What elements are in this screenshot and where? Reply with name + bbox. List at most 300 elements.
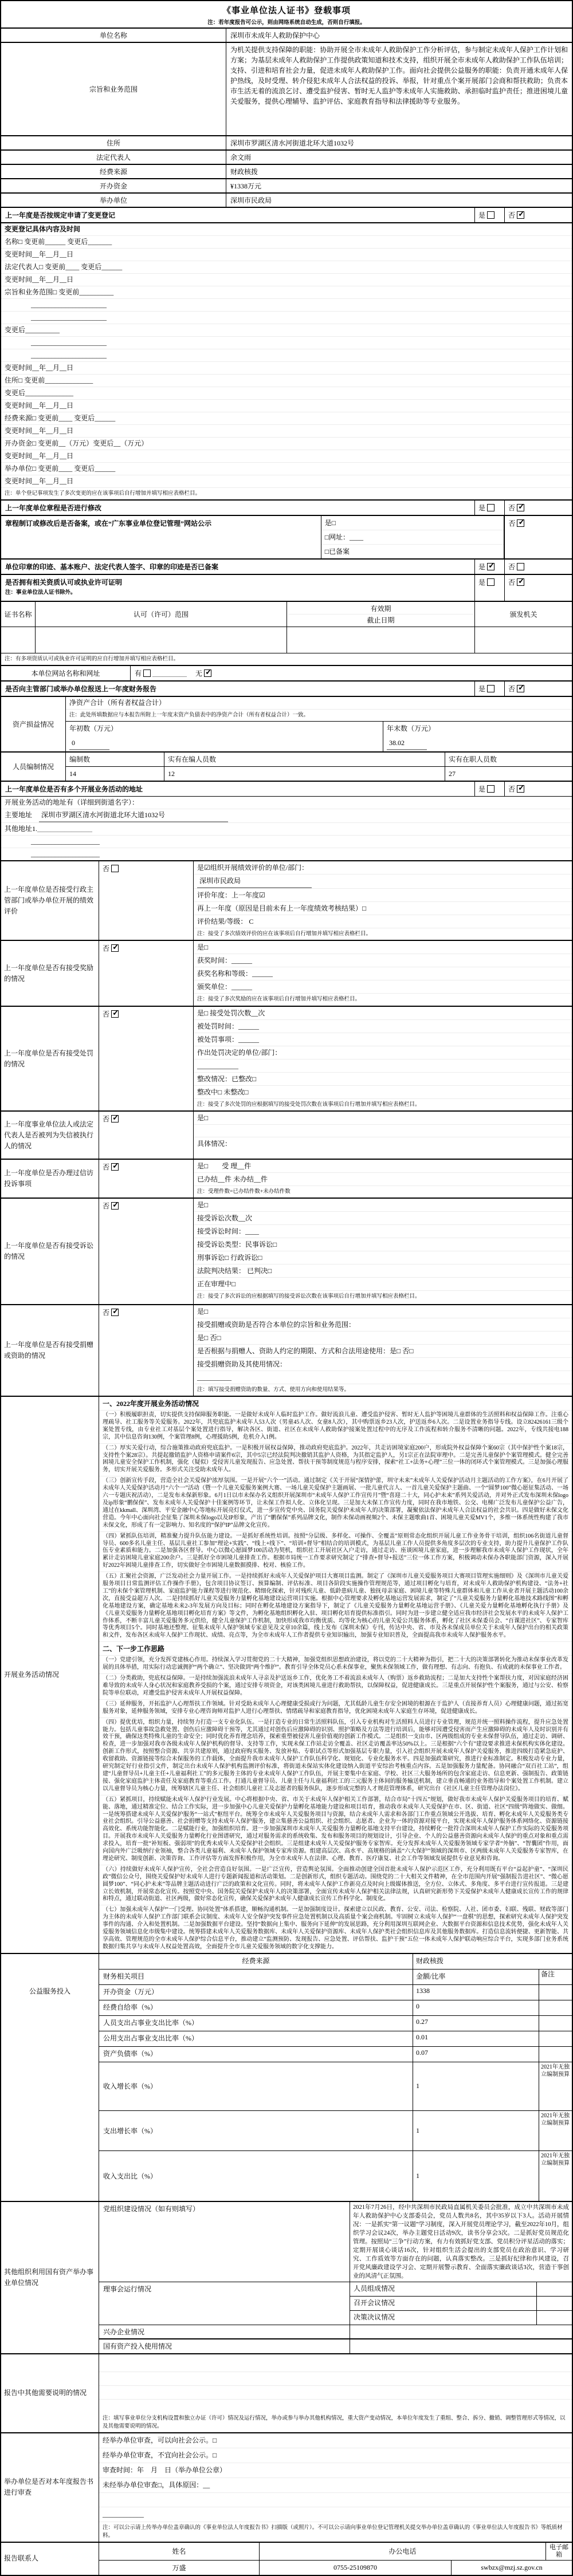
business-paragraph: （七）加强未成年人保护“一门受理、协同处置”体系搭建，顺畅沟通机制。一是加强制度设计。探索建立以民政、教育、公安、司法、检察院、人社、团市委、妇联、残联、财政等部门为主体的未成年人保护工作部门联系会议制度、未成年人安全保护突发事件应急处置机制以及高质量个案会商机制。牢固树立未成年人保护“一盘棋”的思想，探索研究未成年人保护突发事件的沟通、介入和处置机制。二是加强数据平台建设。坚持“数据向上集中、服务向下延伸”的发展思路，充分利用深圳互联网企业、大数据平台资源和信息技术优势，强化未成年人关爱服务领域信息化市级集中建设。统筹搭建未成年人关爱服务数据库、未成年人关爱保护资源库、未成年人保护类社会组织信息库及其他服务数据库。打造信息流转便捷、更新智能、共享高效、管理规范的全市未成年人保护综合信息平台，推动建立“监测预防、发现报告、应急处置、评估帮扶、监护干预”五位一体未成年人保护联动响应综合平台，实现多部门业务系统数据归集共享与未成年人权益处置高效，全面提升全市儿童关爱服务领域的数字化支撑能力。: [99, 1905, 572, 1952]
form-line: 是□: [197, 1307, 209, 1315]
section-note: 注：有多项资质认可或执业许可证明的应自行增加并填写相应表格栏目。: [5, 656, 179, 662]
col-header: 金额/比率: [413, 1970, 539, 1984]
perf-eval-row: [1, 860, 572, 940]
yes-label: 是: [478, 685, 486, 693]
form-line: 是☑组织开展绩效评价的单位/部门：: [197, 864, 309, 872]
contact-header-row: [99, 2543, 572, 2560]
charter-filed-question: [1, 515, 572, 558]
license-table-note-row: [1, 653, 572, 665]
row-label: 上一年度单位是否接受行政主管部门或举办单位开展的绩效评价: [1, 861, 99, 940]
section-label: 人员编制情况: [1, 753, 66, 781]
business-paragraph: （二）厚实关爱行动，综合施策推动政府兜底监护。一是积极开展权益保障，推动政府兜底监护。2022年，共走访困境家庭200户，形成院外权益保障个案60宗（其中保护性个案18宗，支持性个案28宗）。共提起撤销监护人资格申请案件6宗，其中5宗已经法院判决撤销其监护人资格，为其指定监护人，另1宗正在法院审理中。二是完善儿童保护个案管理模式。健全完善困境儿童安全保护工作机制，强化（疑似）受侵害儿童发现报告、应急处置、帮扶干预等制度规范与程序安排，探索“社工+法务+心理”三位一体的闭环式个案管理模式。三是加强心理服务，切实开展关爱服务。多形式关注受助未成年人。: [99, 1443, 572, 1476]
yes-label: 是: [478, 211, 486, 219]
punishment-row: [1, 1006, 572, 1110]
question-text: 是否向主管部门或举办单位报送上一年度财务报告: [5, 685, 157, 693]
yes-label: 是: [478, 785, 486, 793]
staffing-section: [1, 751, 572, 781]
business-paragraph: （四）提优优培，组织力量，持续努力打造一支专业化队伍。一是打造专业的日常生活照料队伍，引入专业机构对生活照料人员进行专业管理，规范并统一照料操作流程，提升应急处置能力。包括儿童事故急救处置、创伤后应激障碍干预等，尤其通过对创伤后应激障碍的识别、照护策略及方法等进行培训后，能够对因遭受侵害而产生应激障碍的未成年人及时识别并有效干预，确保这类特殊儿童的生命安全；同时优化养育理念培养，探索重塑被侵害儿童价值观的创新工作模式。二是组织一支由市、区两级组成的专业未保督导队伍，通过走访、调研、检查，进一步加强对我市各级未成年人保护机构的督导、支持等工作，实现未保工作站走访全覆盖、社区走访覆盖率达50%以上。三是根据“六个有”建设要求推进未保机构实体化建设。创新工作形式，按照整合资源、共享共建原则，通过政府购买服务、发放补贴、专职试点等形式加强基层专职力量，引入社会组织开展未成年人保护关爱服务，推进四级打造紧急庇护、收留救助、资源链接等综合未保服务的工作载体，全面提升我市未成年人保护工作队伍科学化、规划化、专业化服务水平。四是加强政策研究，推进行业标准制定。积极发动专业力量，研究制定好行业指引文件，制定出台未成年人保护机构监测评价标准，将街道未保站实体化建设纳入街道平安综治考核重点内容。五是加强服务力量配备。协同融合“双百社工站”，组建“儿童督导员+儿童主任+儿童福利社工”的多元服务主体的专业未成年人保护工作队伍，开展主要集中在家庭、学校、社区三大服务场所的包含家庭走访、信息更新、强制报告、政策链接、强化家庭监护主体责任及家庭教育等重点工作。打通儿童督导员、儿童主任与儿童福利社工的三元服务主体间的服务输送机制，建立垂直畅通的业务指导和个案处置工作机制。建立以儿童督导员为核心力量，统筹辖区儿童主任、社会组织儿童社工及志愿者的服务纵队，逐步形成完整的人才规范管理体系，研究出台《社区儿童主任管理办法岗位》。: [99, 1718, 572, 1795]
col-header: 财务相关项目: [99, 1970, 413, 1984]
no-cell[interactable]: [99, 861, 194, 940]
contact-phone: 0755-25109870: [260, 2561, 452, 2575]
license-table-header: [1, 601, 572, 627]
council-sub-row: [350, 2296, 572, 2310]
row-label: 上一年度单位是否办理过信访投诉事项: [1, 1160, 99, 1198]
form-line: 是□ 受 理__件: [197, 1162, 252, 1170]
form-line: 颁奖单位：______: [194, 980, 572, 993]
empty-cell: [36, 627, 287, 653]
form-line: 住所□ 变更前______________: [1, 374, 572, 387]
field-label: 举办单位: [1, 194, 226, 207]
no-cell[interactable]: [504, 208, 572, 222]
field-value: 为机关提供支持保障的职能：协助开展全市未成年人救助保护工作分析评估，参与制定未成年人保护工作计划和方案；为基层未成年人救助保护工作提供政策知道和技术支持，组织开展全市未成年人救助保护工作队伍培训；支持、引进和培育社会力量，促进未成年人救助保护工作。面向社会提供公益服务的职能：负责开通未成年人保护热线，及时受理、转介侵犯未成年人合法权益的投诉、举报，针对重点个案开展部门会商和帮扶救助；负责本市生活无着的流浪乞讨、遭受监护侵害、暂时无人监护等未成年人实施救助、承担临时监护责任；推进困境儿童关爱服务，提供心理辅导、监护评估、家庭教育指导和法律援助等专业服务。: [230, 46, 568, 106]
staff-header-row: [66, 753, 572, 766]
col-header: 编制数: [66, 753, 164, 766]
no-checkbox[interactable]: [111, 865, 119, 872]
form-line: 评价年度：上一年度☑: [194, 888, 572, 901]
no-checkbox[interactable]: [111, 1010, 119, 1018]
form-line: 变更时间__年__月__日: [1, 361, 572, 374]
no-cell[interactable]: [504, 516, 572, 558]
funding-row: [99, 2062, 572, 2110]
funding-row: [99, 2015, 572, 2031]
funding-value: 0.01: [413, 2031, 539, 2046]
funding-item: 资产负债率（%）: [99, 2047, 413, 2062]
form-line: 名称□ 变更前______ 变更后_______: [1, 235, 572, 248]
business-paragraph: （一）党建引领，充分发挥党建核心作用。持续深入学习贯彻党的二十大精神，加强党组织思想政治建设，将以党的二十大精神为指引，把二十大的决策部署转化为推动未保事业改革发展的具体举措，用实际行动忠诚拥护“两个确立”、坚决做到“两个维护”。教育引导全体党员心系未保事业，聚焦未保领域工作，做有理想、有志向、有抱负、有成就的未保事业工作者。: [99, 1655, 572, 1673]
other-address-label: 其他地址1.: [5, 825, 38, 833]
legal-rep-row: [1, 149, 572, 164]
form-line: 刑事诉讼□ 行政诉讼□: [194, 1251, 572, 1264]
no-checkbox[interactable]: [517, 211, 524, 219]
dishonest-row: [1, 1110, 572, 1159]
license-table-empty-row: [1, 627, 572, 653]
website-blank: __________: [152, 669, 187, 678]
no-label: 否: [508, 504, 516, 512]
no-label: 否: [508, 685, 516, 693]
party-building-row: [99, 2202, 572, 2282]
no-checkbox[interactable]: [517, 519, 524, 527]
blank-line: [194, 1124, 572, 1137]
council-row: [99, 2282, 572, 2325]
no-checkbox[interactable]: [517, 685, 524, 692]
no-checkbox[interactable]: [111, 1309, 119, 1316]
form-line: 未经举办单位审查□，具体原因：__: [99, 2477, 572, 2492]
form-line: 接受诉讼类型：民事诉讼□: [194, 1238, 572, 1251]
has-label: 有: [135, 669, 142, 678]
lawsuit-row: [1, 1198, 572, 1304]
funding-item: 支出增长率（%）: [99, 2111, 413, 2150]
blank-line: ______________________: [1, 298, 572, 311]
funding-row: [99, 2046, 572, 2062]
blank-line: [99, 2358, 572, 2372]
row-note: 注：受理件数=已办结件数+未办结件数: [194, 1185, 572, 1198]
assets-section: [1, 696, 572, 751]
start-value-cell: [66, 736, 383, 751]
funding-row: [99, 2110, 572, 2150]
no-cell[interactable]: [504, 782, 572, 796]
funding-value: 0: [413, 2000, 539, 2015]
form-line: 经费来源□ 变更前____ 变更后______: [1, 412, 572, 424]
yes-checkbox[interactable]: [487, 504, 494, 511]
form-line: 审查时间：年 月 日（举办单位公章）: [99, 2463, 572, 2477]
form-line: 被处罚事项：______: [194, 1033, 572, 1046]
form-line: 变更时间__年__月__日: [1, 248, 572, 261]
form-line: 具体情况：: [194, 1137, 572, 1150]
no-checkbox[interactable]: [111, 944, 119, 952]
no-checkbox[interactable]: [517, 504, 524, 511]
no-label: 否: [508, 563, 516, 571]
funding-value: 0.07: [413, 2047, 539, 2062]
funding-value: 1: [413, 2151, 539, 2201]
form-line: 法定代表人□ 变更前____ 变更后______: [1, 261, 572, 273]
form-line: 获奖时间：______: [194, 954, 572, 967]
no-label: 否: [508, 578, 516, 586]
main-address-value: 深圳市罗湖区清水河街道北环大道1032号: [39, 809, 228, 822]
empty-cell: [537, 2282, 572, 2296]
question-text: 单位印章的印迹、基本账户、法定代表人签字、印章的印迹是否已备案: [5, 563, 219, 571]
sponsor-review-section: [1, 2432, 572, 2542]
change-registration-question: [1, 207, 572, 222]
yes-checkbox[interactable]: [487, 211, 494, 219]
question-text: [1, 575, 474, 601]
form-line: 获奖名称和等级：______: [194, 967, 572, 980]
row-note: 注：接受了多次诉讼的应根据填写的接受诉讼次数在该事项后自行增加并填写相应表格栏目。: [194, 1290, 572, 1302]
blank-line: ______________________: [1, 336, 572, 349]
section-label: 报告联系人: [1, 2543, 99, 2575]
yes-checkbox[interactable]: [487, 563, 494, 570]
funding-remark: [539, 2031, 572, 2046]
col-header: 备注: [541, 1970, 555, 1978]
question-text: 章程制订或修改后是否备案，或在“广东事业单位登记管理”网站公示: [1, 516, 321, 558]
empty-cell: [287, 627, 475, 653]
funding-value: 1: [413, 2062, 539, 2110]
party-building-label: 党组织建设情况（如有则填写）: [99, 2202, 350, 2282]
yes-cell[interactable]: [474, 501, 504, 515]
form-line: 经举办单位审查，不宜向社会公示。□: [99, 2448, 572, 2463]
council-sub-row: [350, 2282, 572, 2296]
funding-remark: [539, 1985, 572, 2000]
field-label: 经费来源: [1, 165, 226, 178]
section-header: 变更登记具体内容及时间: [5, 225, 81, 233]
other-address-line: [1, 822, 572, 835]
finance-report-question: [1, 680, 572, 696]
form-line: 变更时间__年__月__日: [1, 475, 572, 487]
row-label: 上一年度单位是否有接受处罚的情况: [1, 1007, 99, 1110]
funding-source-row: [99, 1954, 572, 1969]
business-activities-section: [1, 1396, 572, 1953]
name-col-header: 姓名: [99, 2543, 260, 2560]
enterprise-row: [99, 2325, 572, 2338]
title-note: 注：若年度报告可公示，则由网络系统自动生成，否则自行填报。: [207, 20, 366, 26]
no-checkbox[interactable]: [517, 563, 524, 570]
form-line: 被处罚时间：______: [194, 1019, 572, 1033]
contact-section: [1, 2542, 572, 2575]
no-cell[interactable]: [99, 1007, 194, 1110]
field-label: 开办资金: [1, 179, 226, 192]
yes-checkbox[interactable]: [487, 578, 494, 586]
no-cell[interactable]: [99, 1112, 194, 1159]
blank-line: ______________________: [1, 311, 572, 324]
net-assets-label: 净资产合计（所有者权益合计）: [69, 699, 166, 707]
form-line: 开办资金□ 变更前__（万元）变更后__（万元）: [1, 437, 572, 450]
yes-label: 是: [478, 578, 486, 586]
no-cell[interactable]: [99, 1160, 194, 1198]
no-label: 否: [103, 1010, 110, 1018]
form-line: 作出处罚决定的单位/部门：: [194, 1046, 572, 1059]
empty-cell: [350, 2325, 572, 2338]
form-line: 经举办单位审查，可以向社会公示。□: [103, 2436, 217, 2444]
funding-item: 经费自给率（%）: [99, 2000, 413, 2015]
business-paragraph: （三）延伸服务，开拓监护人心理帮扶工作领域。针对受助未成年人心理健康受损或行为问题，尤其低龄儿童生存安全困境的根源在于监护人（直接养育人员）心理健康问题，通过拓宽服务对象，延伸服务领域，安排专业心理咨询师对监护人进行心理帮扶、情绪疏导和家庭教育指导，优化困境未成年人家庭生存环境，促进健康成长。: [99, 1699, 572, 1718]
blank-line: [99, 2385, 572, 2399]
empty-cell: [350, 2339, 572, 2353]
page-title: 《事业单位法人证书》登载事项: [222, 6, 351, 15]
row-note: 注：填写接受捐赠资助的数量、方式、使用方向和使用结果等。: [194, 1384, 572, 1396]
field-value: 余文雨: [230, 153, 252, 162]
yes-label: 是: [478, 504, 486, 512]
other-notes-section: [1, 2353, 572, 2432]
section-label: 公益服务投入: [1, 1954, 99, 2201]
section-label: 其他组织利用国有资产举办事业单位情况: [1, 2202, 99, 2353]
empty-cell: [537, 2297, 572, 2310]
council-item: 人员组成情况: [350, 2282, 537, 2296]
funding-row: [99, 2031, 572, 2046]
expiry-label: 截止日期: [288, 614, 473, 625]
form-line: 是□: [197, 943, 209, 951]
email-col-header: 电子邮箱: [550, 2543, 568, 2558]
council-item: 召开会议情况: [350, 2297, 537, 2310]
form-line: 再上一年度（原因是目前未有上一年度绩效考核结果）□: [194, 901, 572, 915]
section-note: 注：此处所填数据应与本报告所附上一年度末资产负债表中的净资产合计（所有者权益合计）一致。: [66, 709, 572, 721]
no-checkbox[interactable]: [517, 785, 524, 793]
funding-item: 收入增长率（%）: [99, 2062, 413, 2110]
change-details-section: [1, 222, 572, 499]
yes-cell[interactable]: [474, 560, 504, 574]
form-line: 变更时间__年__月__日: [1, 273, 572, 286]
address-row: [1, 135, 572, 149]
state-assets-section: [1, 2201, 572, 2353]
funding-value: 1: [413, 2111, 539, 2150]
blank-line: __________: [194, 1370, 572, 1384]
business-paragraph: （三）创新宣传手段，营造全社会关爱保护浓厚氛围。一是开展“六个一”活动。通过制定《关于开展“深情护蕾，圳守未来”未成年人关爱保护活动月主题活动的工作方案》，在6月开展了未成年人关爱保护活动月“六个一”活动（暨一个儿童关爱服务案例大赛、一场儿童关爱保护主题画展、一批儿童代言人、一首儿童关爱保护主题曲、一个“圆梦100”微心愿征集活动、一场六一专题庆祝活动），二是发布未保新形象。6月1日以市未保办名义组织开展深圳市“未成年人保护工作宣传月”暨“喜迎二十大，同心护未来”系列关爱活动，并对外正式发布深圳未保logo及ip形象“鹏保保”、发布未成年人关爱保护十佳案例等环节，让未保工作拟人化、立体化呈现。三是加大未保工作宣传力度，同时在我市地铁、公交、电梯广泛发布儿童保护公益广告，通过在kkmall、深圳湾、平安金融中心等地标开展亮灯仪式，进一步宣传党中央、国务院关爱保护未成年人的决策部署，凝聚依法保护未成年人合法权益的社会共识。四是做好未保文化营造。今年中心面向社会征集了深圳未保logo以及IP形象，产出了“鹏保保”系列品牌文化，制作未保动画视频2个、未保主题歌曲1首、困境儿童关爱MV1个，多维一体系统性构建了我市未保文化，形成了有一定影响力、知名度的“保护IP”品牌文化宣传。: [99, 1476, 572, 1531]
yes-checkbox[interactable]: [487, 685, 494, 692]
business-paragraph: （六）持续做好未成年人保护宣传，全社会营造良好氛围。一是广泛宣传，营造舆论氛围。全面推动创建全国首批未成年人保护示范区工作，充分利用既有平台“益起护童”、“深圳民政”微信公众号，围绕关爱保护好未成年人进行专题新闻报道和活动策划。二是创新形式，组织专题活动。围绕党的二十大相关文件精神，在全市范围内开展“强制报告进社区”、“微心愿圆梦100”、“同心护未来”等品牌主题活动进行广泛的政策和文化宣传。同时，将未成年人保护工作新亮点及时向上级媒体推送，全方位、立体式、多角度、多平台进行宣传报道。三是建立长效机制，开展常态化宣传。按照党中央、国务院关爱保护未成年人的决策部署，全面宣传未成年人保护相关法律法规，认真研究新形势下关爱保护未成年人健康成长宣传工作的规律和特点，通过联动街道、社区两级，做好常态化宣传，确保关爱保护未成年人健康成长宣传工作科学化、制度化。: [99, 1865, 572, 1905]
empty-cell: [1, 627, 36, 653]
form-line: 法院判决结果： 已判决□: [194, 1264, 572, 1277]
yes-cell[interactable]: [474, 575, 504, 601]
field-value: 深圳市未成年人救助保护中心: [230, 31, 320, 40]
business-paragraph: （五）紧抓项目，持续赋能未成年人保护行业发展。中心将根据中央、省、市关于未成年人保护相关工作部署，结合市局“十四五”规划，做好我市未成年人保护关爱服务项目的培育、赋能、落地，通过精准定位、结合工作实际，进一步加强中心儿童关爱保护力量孵化基地能力建设和项目培育，推动我市未成年人关爱保护在市、区、街道、社区“四级”阵地做实、做细。一是统筹搭建未成年人关爱保护服务“一站式”枢纽平台。统筹全市未成年人关爱服务项目与资源，结合未成年人需求和各部门工作重点领域公开选拔、培育、孵化未成年人关爱服务类专业社会组织。引导公益慈善、社会捐赠等支持未成年人保护服务，建立集慈善公益组织、社会组织、志愿者、企业为一体的资源对接平台，实现未成年人保护服务体系网络化、资源链接高效化、系统功能智能化。二是赋能行业，加强组织培育。进一步加强深圳市未成年人关爱服务力量孵化基地支持平台建设，持续孵化一批符合深圳未成年人保护工作实际的关爱服务项目。开展我市未成年人关爱服务力量孵化行业图谱研究，通过对服务需求的系统收集、发布和服务项目的规划设计，引导企业、个人的公益慈善资源向未成年人保护的重点对象和重点需求投入，培育一批“补短板、强弱项”的优秀未成年人关爱保护社会组织。三是组建未成年人关爱保护服务专家智库。充分发挥未成年人关爱服务领域专家学者“外脑”、“智囊团”作用，面向国内外广泛吸纳行业领袖，整合各类儿童福利、未成年人保护领域专家库资源。组建高层次、高水平、高规格的涵盖“六大保护”领域的深圳市、区两级未成年人关爱服务专家智库，在理论研究、制度创新、决策咨询、工作评估等方面发挥积极作用，为全市未成年人在法律、心理、教育、医疗康复、社会工作等领域发展提供专业意见和咨询。: [99, 1795, 572, 1865]
form-line: 是□: [197, 1201, 209, 1209]
blank-line: ____________: [99, 2507, 572, 2522]
no-label: 否: [103, 1309, 110, 1317]
evaluator-value: 深圳市民政局: [197, 875, 312, 888]
council-sub-row: [350, 2310, 572, 2325]
business-paragraph: （二）分类救助，兜底权益保障。一是持续加强流浪未成年人寻亲及护送返乡工作，优化务工不着流浪未成年人（购票）返乡救助流程；二是加大支持性个案帮扶力度，对因家庭经济困难导致的未成年人身心状况和家庭教养受损的个案，通过安排专项资金，对该类困境儿童进行救助帮扶，以保障权益，促进健康成长。三是重点开展保护性个案服务，通过与公安、检察院等单位联动，对遭受监护侵害未成年人开展权益保障。: [99, 1673, 572, 1699]
funding-row: [99, 2150, 572, 2201]
staff-value-row: [66, 766, 572, 781]
field-label: 宗旨和业务范围: [1, 43, 226, 135]
no-cell[interactable]: [504, 575, 572, 601]
option-line: 是□: [324, 519, 336, 527]
main-address-line: [1, 809, 572, 822]
charter-modified-question: [1, 499, 572, 515]
question-text: 上一年度单位是否有多个开展业务活动的地址: [5, 785, 143, 793]
no-checkbox[interactable]: [517, 578, 524, 586]
yes-cell[interactable]: [474, 782, 504, 796]
funding-value: 0.27: [413, 2016, 539, 2031]
no-label: 否: [103, 1115, 110, 1123]
empty-cell: [475, 627, 572, 653]
funding-value: 1338: [413, 1985, 539, 2000]
form-line: 举办单位□ 变更前____ 变更后______: [1, 462, 572, 475]
section-label: 举办单位是否对本年度报告书进行审查: [1, 2433, 99, 2542]
section-note: 注：可以公示请上传举办单位盖章确认的《事业单位法人年度报告书》扫描版（或照片）。不可以公示请向事业单位登记管理机关提交举办单位盖章确认的《事业单位法人年度报告书》等纸质材料。: [99, 2522, 572, 2542]
form-line: 是□ 否□: [194, 1331, 572, 1344]
funding-item: 人员支出占事业支出比率（%）: [99, 2016, 413, 2031]
col-header-validity: [287, 602, 475, 627]
form-line: 整改中□ 未整改□: [194, 1085, 572, 1098]
start-value-label: 年初数（万元）: [66, 722, 383, 736]
form-line: 宗旨和业务范围□ 变更前__________: [1, 286, 572, 298]
form-line: 变更后______________: [1, 387, 572, 399]
no-label: 否: [103, 944, 110, 952]
form-line: 接受诉讼时间：____: [194, 1224, 572, 1238]
section-label: 报告中其他需要说明的情况: [1, 2354, 99, 2432]
capital-row: [1, 178, 572, 192]
yes-label: 是: [478, 563, 486, 571]
field-value: ¥1338万元: [230, 182, 262, 190]
council-label: 理事会运行情况: [99, 2282, 350, 2325]
license-question: [1, 574, 572, 601]
blank-line: [99, 2372, 572, 2385]
has-checkbox[interactable]: [143, 669, 151, 677]
funding-row: [99, 2000, 572, 2015]
phone-col-header: 办公电话: [260, 2543, 546, 2560]
no-cell[interactable]: [99, 941, 194, 1006]
form-header: [1, 1, 572, 27]
options-cell[interactable]: [321, 516, 505, 558]
empty-cell: [537, 2311, 572, 2325]
party-building-text: 2021年7月26日，经中共深圳市民政局直属机关委员会批准，成立中共深圳市未成年人救助保护中心支部委员会，党员人数共8名，其中35岁以下3人。活动开展情况：一是抓实“第一议题”学习制度，深入开展党员理论学习，截至2022年10月，组织学习会议24次，举办主题党日活动9次，读书分享会3次。二是抓好党员规范化管理。按照局“三争”行动方案，有力有效抓好党支部、党员积分评星活动的落实；定期开展谈心谈话16次，针对组织生活会提出的支部党员在政治意识、学习研究、工作质效等方面存在的问题，认真落实整改。三是抓好纪律和作风建设，召开党风廉政建设学习会、定期开展警示教育、全面落实廉政谈话3次，营造干事创业的风清气正氛围。: [353, 2204, 569, 2279]
no-checkbox[interactable]: [111, 1115, 119, 1122]
form-line: 变更时间__年__月__日: [1, 424, 572, 437]
no-label: 否: [508, 785, 516, 793]
yes-checkbox[interactable]: [487, 785, 494, 793]
funding-remark: [539, 2000, 572, 2015]
funding-remark: 2021年无独立编制预算: [541, 2063, 570, 2078]
business-paragraph: （五）汇聚社会资源，广泛发动社会力量开展工作。一是持续抓好未成年人关爱保护项目大赛项目监测。制定了《深圳市儿童关爱服务项目大赛项目管理实施细则》及《深圳市儿童关爱服务项目日常监测评估工作操作手册》，包含项目协议签订、预算编制、评估标准、项目各阶段实施操作管理规范等，通过项目孵化与培育，对未成年人救助保护机构建设、“法务+社工”的未保个案管理机制、家庭监护能力课程等进行规范化、精细化探索，针对残疾儿童、低龄患病儿童、独抚母亲家庭、困境儿童等特殊儿童群体和儿童工作从业者开展主题活动100余次，直接受益超万人次。二是持续抓好儿童关爱服务力量孵化基地建设运营项目实施。根据中心管理要求及孵化基地运营发展需求，制定了“儿童关爱服务力量孵化基地技术路线图”和孵化基地建设方案，确定基地未来2-3年发展方向及目标；同时在孵化基地建设方案指导下，制定了《儿童关爱服务力量孵化基地运营手册》、《儿童关爱力量孵化基地孵化执行手册》及《儿童关爱服务力量孵化基地项目孵化培育方案》等文件，为孵化基地组织孵化入驻、项目孵化培育提供标准指引。同时为进一步建立健全适应我市经济社会发展水平的未成年人保护工作体系，不断丰富儿童关爱服务多元供给，健全儿童保护工作机制，加快形成我市均衡优质、均等化为核心的儿童关爱公共服务体系，孵化了社区未保委员会、“百课进社区”、专家智库等优秀项目5个。同时基地还整理、征集未成年人保护领域专家意见及文章10余篇，线上发布《深圳未保》专刊，传达中央、省、市及各未保成员单位关于未成年人保护出台的相关政策和文件，发布各区未成年人保护工作现状、成绩、亮点等，为全市未成年人工作者提供专业知识输出，加强专业知识普及，全面提高我市未成年人保护服务水平。: [99, 1571, 572, 1641]
section-note: 注：填写事业单位分支机构设置和独立办证（许可）情况及运行情况，举办或参与举办其他机构情况，重大资产变动情况，本单位年度发生了重组、整合、拆分、撤销、调整管理形式等情况，以及其他需要说明的情况。: [103, 2415, 566, 2429]
funding-item: 公用支出占事业支出比率（%）: [99, 2031, 413, 2046]
business-paragraph: （四）紧抓队伍培训，精准聚力提升队伍能力建设。一是抓好系统性培训。按照“分层级、多样化、可操作、全覆盖”原则常态化组织开展儿童工作业务骨干培训，组织106名街道儿童督导员、600多名儿童主任、基层儿童社工参加“理论+实践”、“线上+线下”、“培训+督导”相结合的培训模式，为基层儿童工作人员提供多角度多层次的专业支持，助力提升儿童保护工作队伍专业素质和能力。二是加强各区督导。中心以微心愿圆梦100活动为契机，组织社工开展社区入户走访，通过走访、座谈困境儿童家庭，进一步理解我市未成年人保护工作现状，全年累计走访困境儿童家庭200余户。三是抓好全市困境儿童排查工作。根据市局统一工作要求研究制定了“排查+督导+报送”三位一体工作方案，积极调动未保办各职能部门资源，深入开展好2022年困境儿童排查工作，切实做好全市困境儿童数据摸排、校对、核验工作。: [99, 1531, 572, 1572]
award-row: [1, 940, 572, 1006]
council-item: 决策决议情况: [350, 2311, 537, 2325]
question-text: 上一年度是否按规定申请了变更登记: [5, 211, 116, 219]
col-header: 认可（许可）范围: [36, 602, 287, 627]
field-label: 住所: [1, 136, 226, 149]
none-label: 无: [195, 669, 203, 678]
row-label: 上一年度单位是否有接受诉讼的情况: [1, 1199, 99, 1304]
sponsor-row: [1, 192, 572, 207]
no-label: 否: [103, 1202, 110, 1210]
row-note: 注：接受了多次绩效评价的应在该事项后自行增加并填写相应表格栏目。: [194, 928, 572, 940]
validity-label: 有效期: [370, 605, 391, 613]
field-value: 深圳市民政局: [230, 196, 272, 204]
form-line: 是□ 接受处罚次数__次: [197, 1009, 265, 1017]
end-value: 38.02: [387, 737, 427, 750]
no-cell[interactable]: [504, 501, 572, 515]
funding-item: 开办资金（万元）: [99, 1985, 413, 2000]
business-paragraph: （一）积极履职担责，切实提供支持保障服务职能。一是做好未成年人临时监护工作。做好流浪儿童、遭受监护侵害、暂时无人监护等困境儿童群体的生活照料和权益保障工作。注重心理疏导、社工服务等关爱服务。2022年，共兜底监护未成年人53人次（男童45人次、女童8人次），其中购票返乡23人次，护送返乡6人次。二是设置业务指导专线。设立82426161三级个案处置专线，由专业社工对基层个案处置进行指导，解决各区、街道、社区在未成年人救助保护接案处置过程中的无序及工作流程和转介服务不清晰的问题。2022年，专线共接电188宗，其中信息咨询130例，个案管理8例，心理援助5例，危机介入1例。: [99, 1410, 572, 1443]
form-line: 变更后__________: [1, 324, 572, 336]
section-note: 注：单个登记事项发生了多次变更的应在该事项后自行增加并填写相应表格栏目。: [1, 487, 572, 499]
multi-address-question: [1, 781, 572, 796]
funding-header-row: [99, 1969, 572, 1984]
col-header: 证书名称: [1, 602, 36, 627]
no-cell[interactable]: [504, 682, 572, 696]
form-line: 评价结果/等级： C: [194, 915, 572, 928]
funding-remark: [539, 2047, 572, 2062]
staff-value: 12: [164, 767, 445, 781]
funding-remark: 2021年无独立编制预算: [541, 2112, 570, 2127]
form-line: 变更时间__年__月__日: [1, 450, 572, 462]
blank-line: ____________________: [1, 835, 572, 848]
addresses-header: 开展业务活动的地址有（详细到街道名字）：: [5, 798, 139, 806]
no-checkbox[interactable]: [111, 1163, 119, 1171]
no-label: 否: [103, 865, 110, 873]
blank-line: [99, 2399, 572, 2413]
row-label: 上一年度单位是否有接受奖励的情况: [1, 941, 99, 1006]
col-header: 实有在职人员数: [449, 755, 497, 763]
form-line: 是□: [197, 1114, 209, 1122]
no-cell[interactable]: [99, 1199, 194, 1304]
start-value: 0: [69, 737, 109, 750]
other-address-blank: ________________: [37, 825, 93, 833]
funding-source-value: 财政核拨: [416, 1956, 444, 1965]
assets-use-label: 国有资产投入使用情况: [99, 2339, 350, 2353]
form-line: [194, 874, 572, 888]
row-note: 注：接受了多次处罚的应根据填写的接受处罚次数在该事项后自行增加并填写相应表格栏目。: [194, 1098, 572, 1110]
no-cell[interactable]: [99, 1305, 194, 1396]
website-value[interactable]: [131, 666, 572, 680]
public-service-investment-section: [1, 1953, 572, 2201]
section-label: 开展业务活动情况: [1, 1397, 99, 1953]
form-line: 变更时间__年__月__日: [1, 399, 572, 412]
unit-name-row: [1, 27, 572, 42]
none-checkbox[interactable]: [204, 669, 211, 677]
field-label: 单位名称: [1, 29, 226, 42]
no-cell[interactable]: [504, 560, 572, 574]
field-value: 财政核拨: [230, 168, 258, 176]
blank-line: ____________: [194, 1059, 572, 1072]
col-header: 实有在编人员数: [164, 753, 445, 766]
field-label: 法定代表人: [1, 151, 226, 164]
blank-line: ______________________: [1, 349, 572, 361]
yes-cell[interactable]: [474, 208, 504, 222]
row-label: 上一年度事业单位法人或法定代表人是否被列为失信被执行人的情况: [1, 1112, 99, 1159]
funding-row: [99, 1984, 572, 2000]
row-note: 注：接受了多次奖励的应在该事项后自行增加并填写相应表格栏目。: [194, 993, 572, 1005]
yes-cell[interactable]: [474, 682, 504, 696]
no-checkbox[interactable]: [111, 1202, 119, 1210]
funding-source-label: 经费来源: [99, 1954, 413, 1969]
contact-value-row: [99, 2560, 572, 2575]
col-header: 颁发机关: [509, 610, 537, 619]
form-line: 整改情况：已整改□: [194, 1072, 572, 1085]
funding-item: 收入支出比（%）: [99, 2151, 413, 2201]
row-label: 上一年度单位是否有接受捐赠或资助的情况: [1, 1305, 99, 1396]
